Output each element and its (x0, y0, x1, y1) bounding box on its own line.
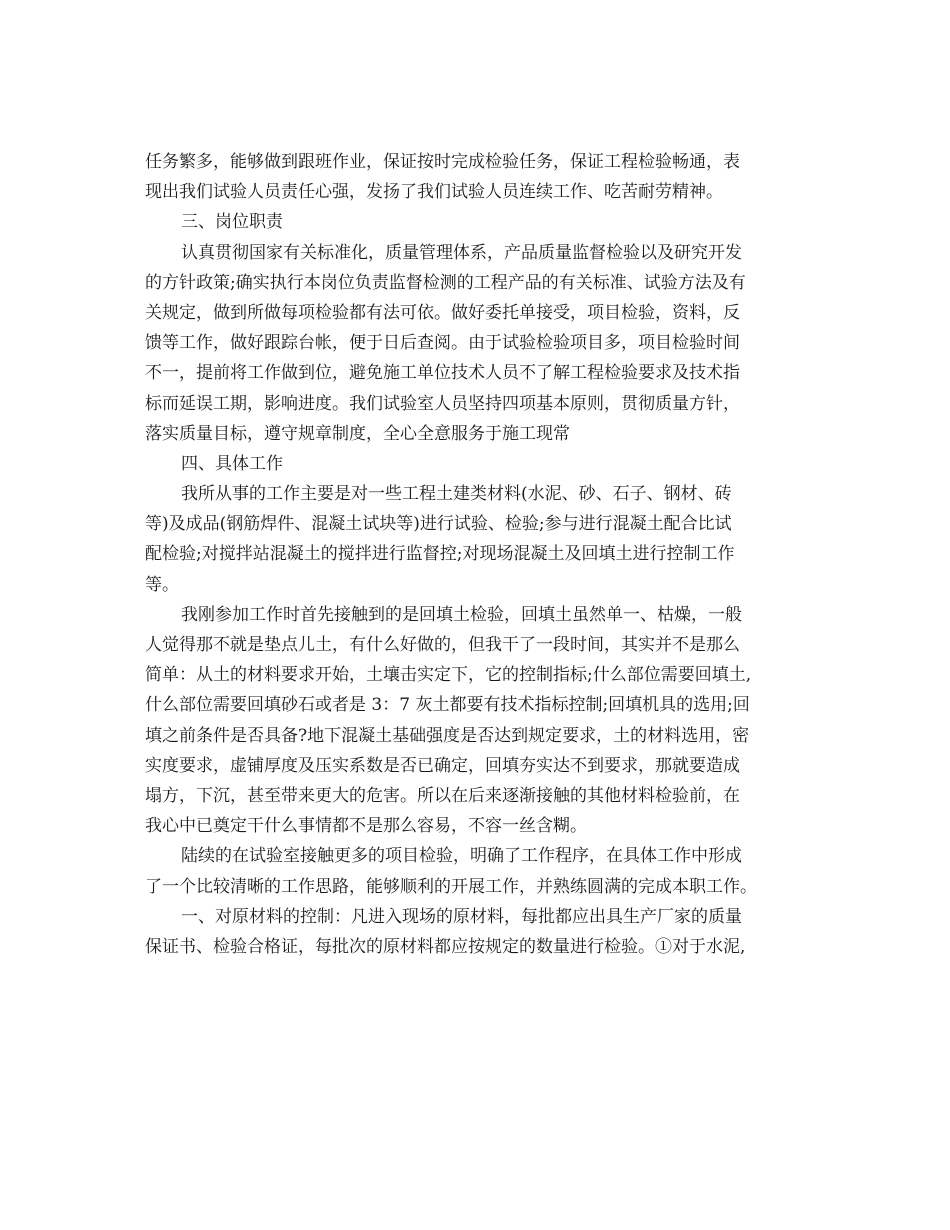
text-line: 落实质量目标，遵守规章制度，全心全意服务于施工现常 (145, 423, 570, 444)
text-line: 实度要求，虚铺厚度及压实系数是否已确定，回填夯实达不到要求，那就要造成 (145, 755, 740, 776)
text-line: 等)及成品(钢筋焊件、混凝土试块等)进行试验、检验;参与进行混凝土配合比试 (145, 514, 732, 535)
text-line: 认真贯彻国家有关标准化，质量管理体系，产品质量监督检验以及研究开发 (181, 242, 742, 263)
text-line: 等。 (145, 574, 179, 595)
text-line: 填之前条件是否具备?地下混凝土基础强度是否达到规定要求，土的材料选用，密 (145, 725, 750, 746)
text-line: 简单：从土的材料要求开始，土壤击实定下，它的控制指标;什么部位需要回填土, (145, 665, 752, 686)
text-line: 关规定，做到所做每项检验都有法可依。做好委托单接受，项目检验，资料，反 (145, 302, 740, 323)
text-line: 我心中已奠定干什么事情都不是那么容易，不容一丝含糊。 (145, 816, 587, 837)
text-line: 现出我们试验人员责任心强，发扬了我们试验人员连续工作、吃苦耐劳精神。 (145, 182, 723, 203)
text-line: 了一个比较清晰的工作思路，能够顺利的开展工作，并熟练圆满的完成本职工作。 (145, 876, 757, 897)
text-line: 的方针政策;确实执行本岗位负责监督检测的工程产品的有关标准、试验方法及有 (145, 272, 746, 293)
text-line: 人觉得那不就是垫点儿土，有什么好做的，但我干了一段时间，其实并不是那么 (145, 635, 740, 655)
text-line: 馈等工作，做好跟踪台帐，便于日后查阅。由于试验检验项目多，项目检验时间 (145, 333, 740, 354)
text-line: 塌方，下沉，甚至带来更大的危害。所以在后来逐渐接触的其他材料检验前，在 (145, 785, 740, 806)
text-line: 一、对原材料的控制：凡进入现场的原材料，每批都应出具生产厂家的质量 (181, 906, 742, 927)
document-body (145, 147, 805, 962)
section-heading: 四、具体工作 (181, 453, 283, 474)
text-line: 我所从事的工作主要是对一些工程土建类材料(水泥、砂、石子、钢材、砖 (181, 484, 732, 505)
text-line: 不一，提前将工作做到位，避免施工单位技术人员不了解工程检验要求及技术指 (145, 363, 740, 384)
text-line: 什么部位需要回填砂石或者是 3：7 灰土都要有技术指标控制;回填机具的选用;回 (145, 695, 750, 716)
text-line: 我刚参加工作时首先接触到的是回填土检验，回填土虽然单一、枯燥，一般 (181, 604, 742, 625)
section-heading: 三、岗位职责 (181, 212, 283, 233)
text-line: 标而延误工期，影响进度。我们试验室人员坚持四项基本原则，贯彻质量方针， (145, 393, 740, 414)
text-line: 陆续的在试验室接触更多的项目检验，明确了工作程序，在具体工作中形成 (181, 846, 742, 867)
text-line: 任务繁多，能够做到跟班作业，保证按时完成检验任务，保证工程检验畅通，表 (145, 152, 740, 172)
text-line: 保证书、检验合格证，每批次的原材料都应按规定的数量进行检验。①对于水泥, (145, 936, 746, 957)
text-line: 配检验;对搅拌站混凝土的搅拌进行监督控;对现场混凝土及回填土进行控制工作 (145, 544, 735, 565)
